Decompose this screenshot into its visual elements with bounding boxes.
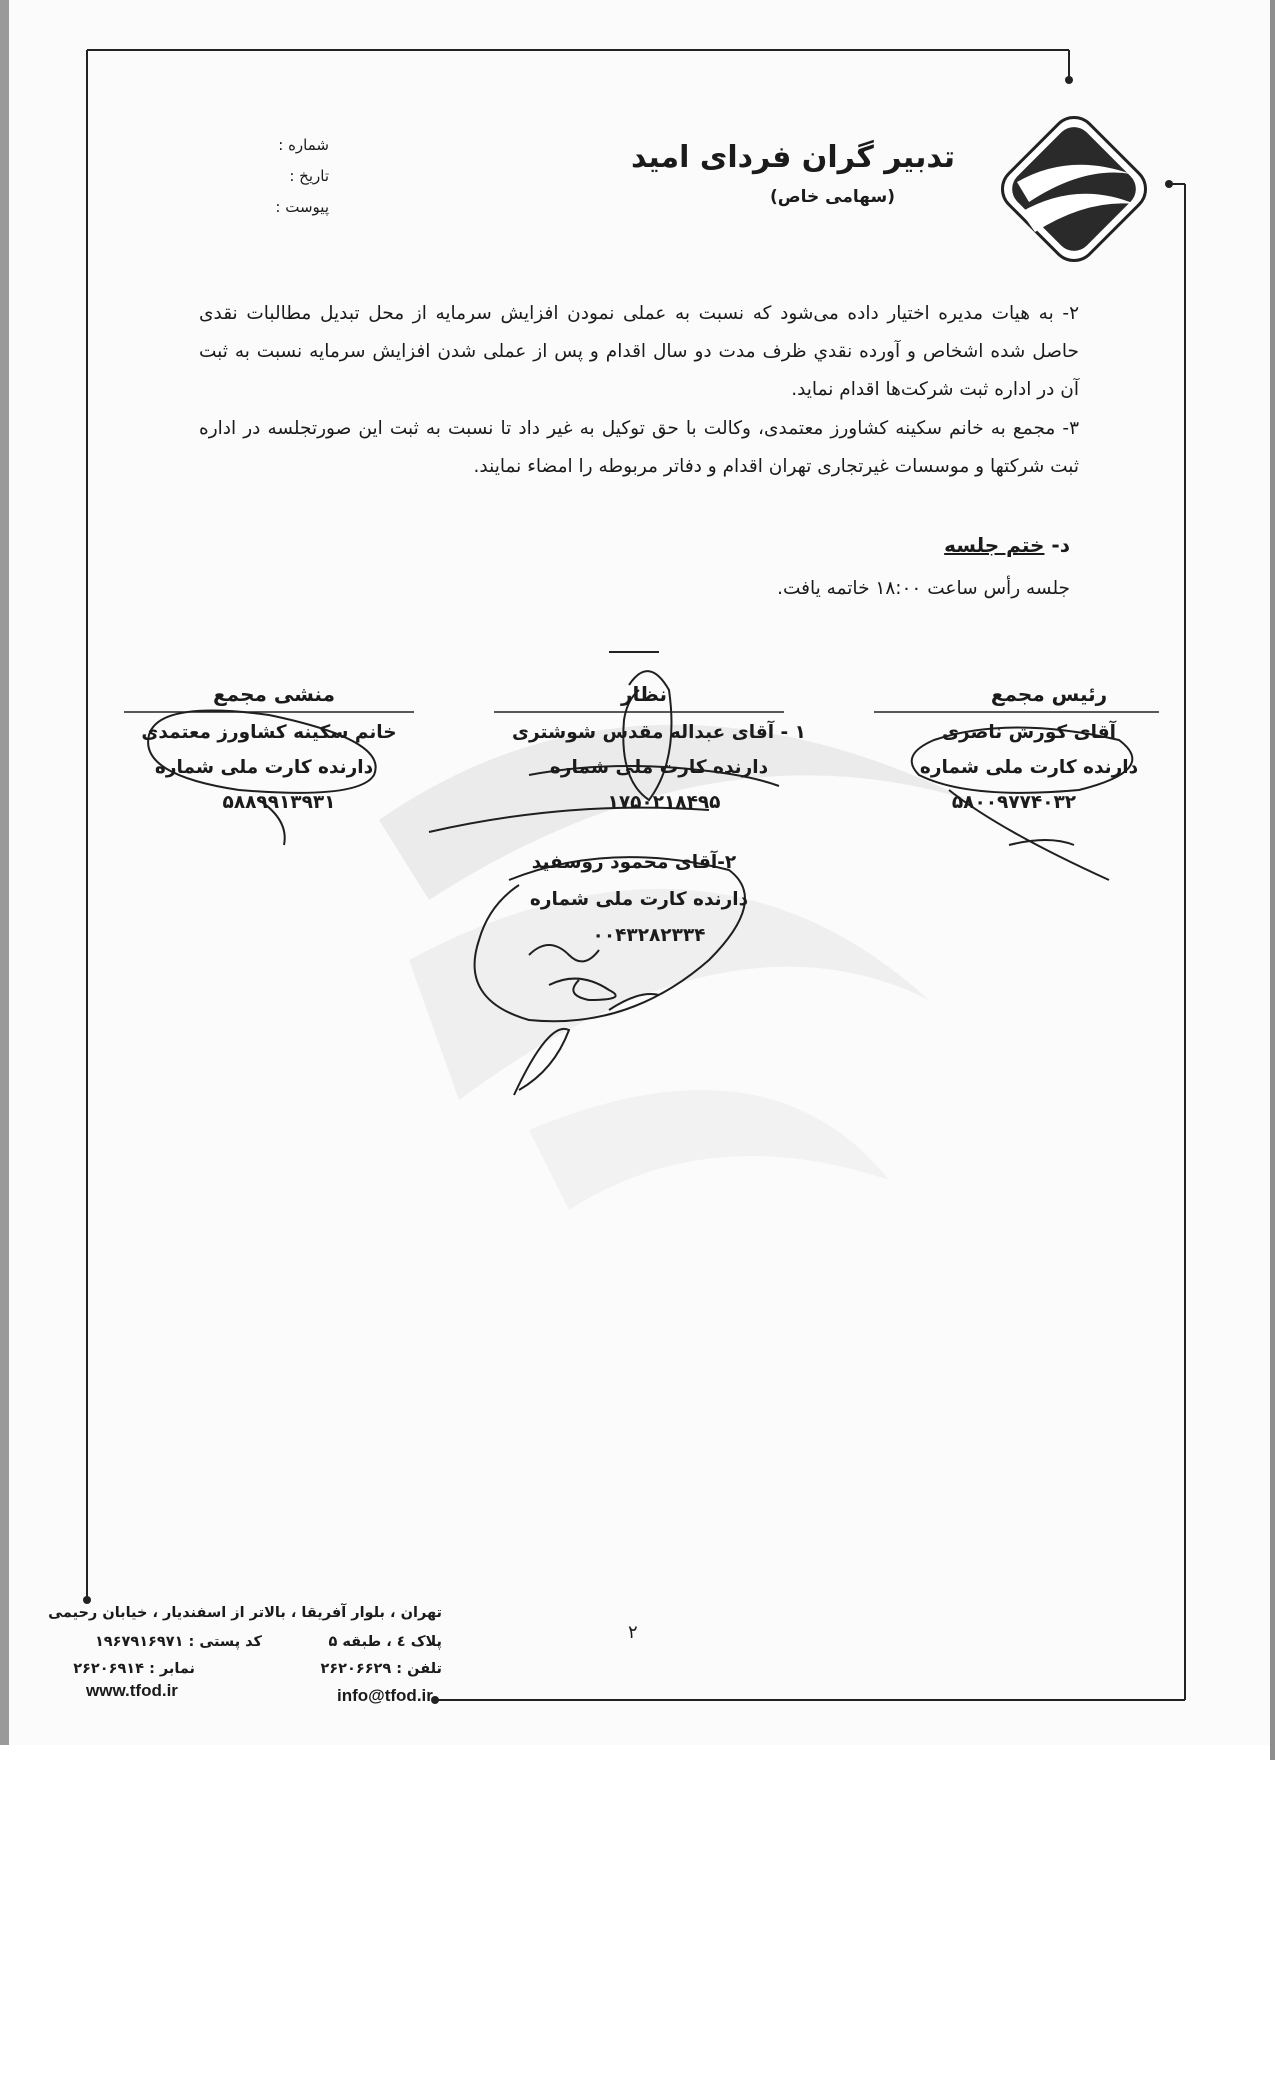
page-number: ۲ bbox=[628, 1622, 638, 1643]
scan-edge-right bbox=[1270, 0, 1275, 1760]
closing-section-title bbox=[944, 533, 1070, 557]
footer-fax: نمابر : ۲۶۲۰۶۹۱۴ bbox=[73, 1661, 195, 1677]
scan-edge-left bbox=[0, 0, 9, 1745]
chair-id-number: ۵۸۰۰۹۷۷۴۰۳۲ bbox=[951, 792, 1077, 813]
secretary-title: منشی مجمع bbox=[213, 682, 335, 706]
number-label: شماره : bbox=[278, 136, 329, 154]
resolution-item: ۲- به هیات مدیره اختیار داده می‌شود که نسبت به عملی نمودن افزایش سرمایه از محل تبدیل مطالبات نقدی حاصل شده اشخاص و آورده نقدي ظرف مدت دو سال اقدام و پس از عملی شدن افزایش سرمایه نسبت به ثبت آن در اداره ثبت شرکت‌ها اقدام نماید. bbox=[199, 303, 1079, 400]
chair-title: رئیس مجمع bbox=[990, 682, 1108, 706]
observer-2-id-label: دارنده کارت ملی شماره bbox=[529, 889, 749, 910]
footer-website[interactable]: www.tfod.ir bbox=[86, 1681, 178, 1700]
resolution-item: ۳- مجمع به خانم سکینه کشاورز معتمدی، وکالت با حق توکیل به غیر داد تا نسبت به ثبت این صورتجلسه در اداره ثبت شرکتها و موسسات غیرتجاری تهران اقدام و دفاتر مربوطه را امضاء نمایند. bbox=[199, 418, 1079, 477]
document-page bbox=[9, 0, 1270, 1745]
footer-postal-code: کد پستی : ۱۹۶۷۹۱۶۹۷۱ bbox=[94, 1634, 262, 1650]
observer-1-id-number: ۱۷۵۰۲۱۸۴۹۵ bbox=[607, 792, 721, 813]
attachment-label: پیوست : bbox=[275, 198, 329, 216]
secretary-id-label: دارنده کارت ملی شماره bbox=[154, 757, 374, 778]
header-meta-fields bbox=[257, 130, 329, 223]
footer-phone: تلفن : ۲۶۲۰۶۶۲۹ bbox=[320, 1661, 442, 1677]
observer-1-name: ۱ - آقای عبداله مقدس شوشتری bbox=[512, 722, 806, 743]
footer-address-line1: تهران ، بلوار آفریقا ، بالاتر از اسفندیار ، خیابان رحیمی bbox=[48, 1605, 442, 1621]
observer-2-id-number: ۰۰۴۳۲۸۲۳۳۴ bbox=[592, 925, 706, 946]
company-name: تدبیر گران فردای امید bbox=[630, 140, 955, 175]
company-header bbox=[631, 140, 955, 207]
secretary-name: خانم سکینه کشاورز معتمدی bbox=[141, 722, 397, 743]
footer-email[interactable]: info@tfod.ir bbox=[337, 1686, 433, 1705]
chair-id-label: دارنده کارت ملی شماره bbox=[919, 757, 1139, 778]
section-label: د- bbox=[1051, 533, 1070, 557]
section-title-text: ختم جلسه bbox=[944, 533, 1045, 557]
secretary-id-number: ۵۸۸۹۹۱۳۹۳۱ bbox=[222, 792, 336, 813]
chair-name: آقای کورش ناصری bbox=[941, 722, 1116, 743]
company-logo-icon bbox=[989, 104, 1159, 274]
observers-title: نظار bbox=[620, 682, 667, 706]
closing-text: جلسه رأس ساعت ۱۸:۰۰ خاتمه یافت. bbox=[777, 578, 1070, 599]
footer-address-line2: پلاک ٤ ، طبقه ۵ bbox=[328, 1634, 442, 1650]
observer-2-name: ۲-آقای محمود روسفید bbox=[531, 852, 737, 873]
date-label: تاریخ : bbox=[289, 167, 329, 185]
company-type: (سهامی خاص) bbox=[769, 187, 895, 207]
observer-1-id-label: دارنده کارت ملی شماره bbox=[549, 757, 769, 778]
